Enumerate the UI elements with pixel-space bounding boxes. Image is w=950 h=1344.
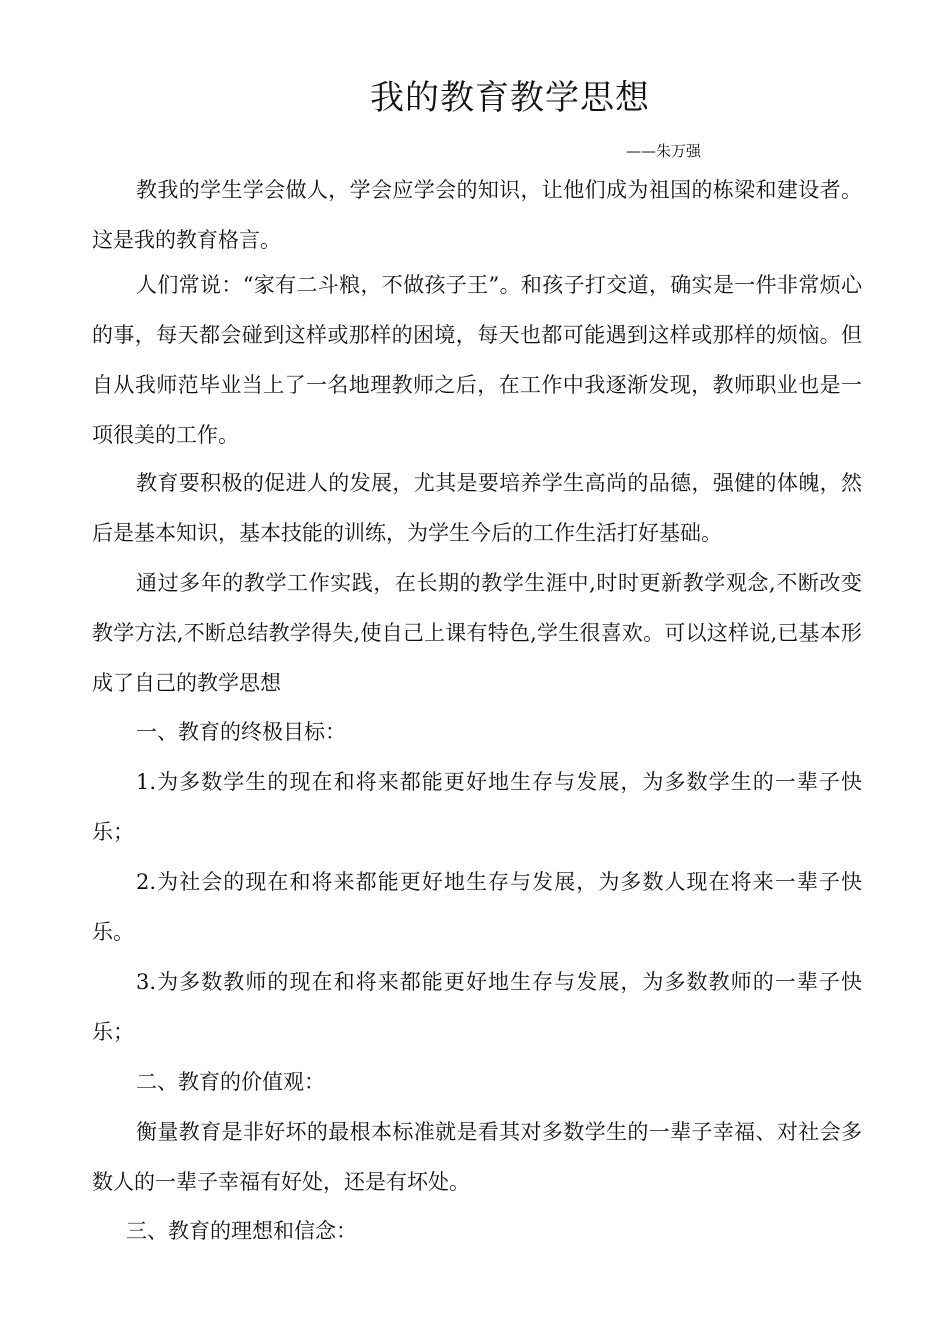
list-item-goal-1: 1.为多数学生的现在和将来都能更好地生存与发展，为多数学生的一辈子快乐； [92, 770, 862, 844]
paragraph-practice: 通过多年的教学工作实践，在长期的教学生涯中,时时更新教学观念,不断改变教学方法,不断总结教学得失,使自己上课有特色,学生很喜欢。可以这样说,已基本形成了自己的教学思想 [92, 571, 862, 695]
list-item-goal-3: 3.为多数教师的现在和将来都能更好地生存与发展，为多数教师的一辈子快乐； [92, 970, 862, 1044]
section-heading-ideals: 三、教育的理想和信念： [126, 1219, 357, 1243]
author-line: ——朱万强 [626, 142, 702, 160]
section-heading-values: 二、教育的价值观： [136, 1070, 325, 1094]
section-heading-goals: 一、教育的终极目标： [136, 720, 346, 744]
page-title: 我的教育教学思想 [370, 78, 650, 118]
paragraph-motto: 教我的学生学会做人，学会应学会的知识，让他们成为祖国的栋梁和建设者。这是我的教育格言。 [92, 178, 862, 252]
paragraph-values: 衡量教育是非好坏的最根本标准就是看其对多数学生的一辈子幸福、对社会多数人的一辈子幸福有好处，还是有坏处。 [92, 1120, 862, 1194]
list-item-goal-2: 2.为社会的现在和将来都能更好地生存与发展，为多数人现在将来一辈子快乐。 [92, 870, 862, 944]
paragraph-saying: 人们常说：“家有二斗粮，不做孩子王”。和孩子打交道，确实是一件非常烦心的事，每天都会碰到这样或那样的困境，每天也都可能遇到这样或那样的烦恼。但自从我师范毕业当上了一名地理教师之后，在工作中我逐渐发现，教师职业也是一项很美的工作。 [92, 273, 862, 447]
paragraph-development: 教育要积极的促进人的发展，尤其是要培养学生高尚的品德，强健的体魄，然后是基本知识，基本技能的训练，为学生今后的工作生活打好基础。 [92, 471, 862, 545]
